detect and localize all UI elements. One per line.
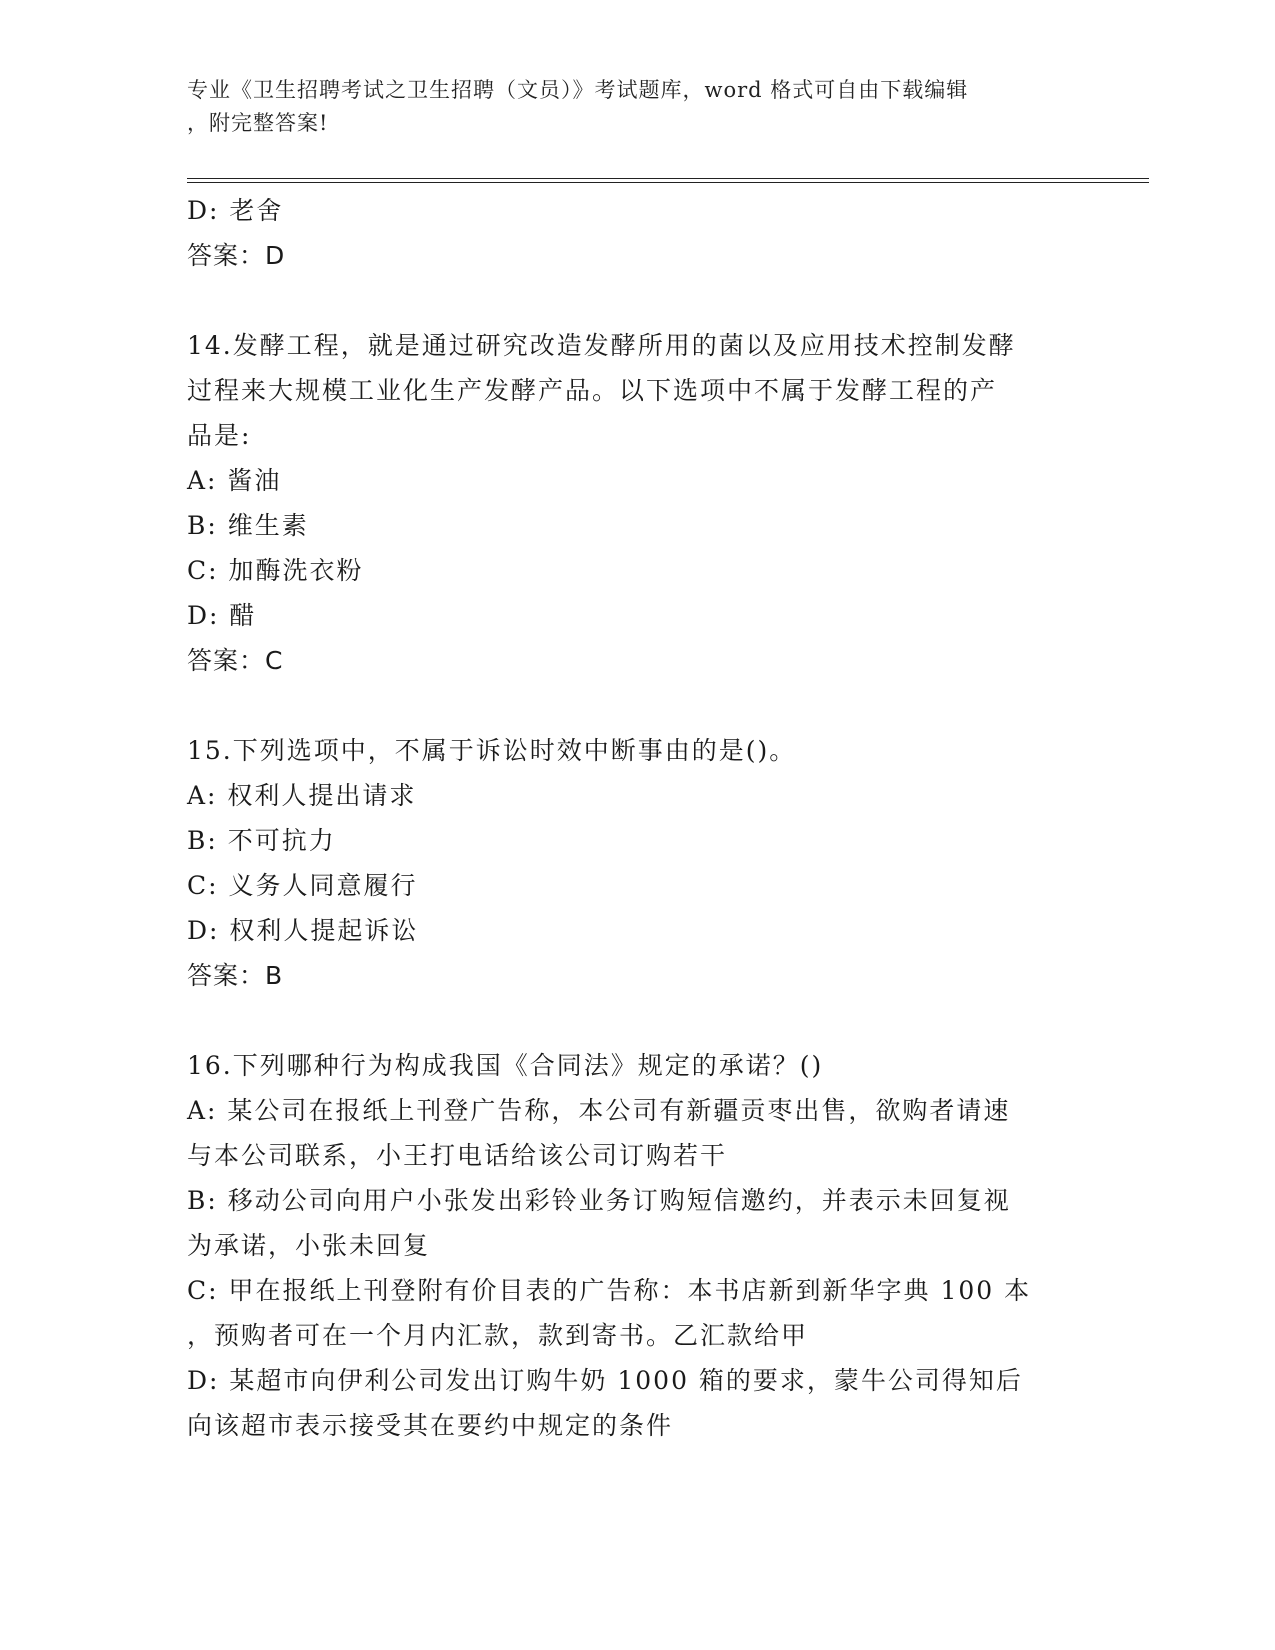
option-d: D: 醋 [187,601,257,630]
option-d-line: 向该超市表示接受其在要约中规定的条件 [187,1411,674,1440]
header-text-line-2: ，附完整答案! [187,111,329,135]
option-a-line: A: 某公司在报纸上刊登广告称，本公司有新疆贡枣出售，欲购者请速 [187,1096,1011,1125]
question-16 [187,1043,1067,1448]
question-15 [187,728,1067,998]
option-b: B: 维生素 [187,511,309,540]
question-stem-line: 过程来大规模工业化生产发酵产品。以下选项中不属于发酵工程的产 [187,376,998,405]
option-d-line: D: 某超市向伊利公司发出订购牛奶 1000 箱的要求，蒙牛公司得知后 [187,1366,1023,1395]
option-c: C: 加酶洗衣粉 [187,556,364,585]
question-stem-line: 16.下列哪种行为构成我国《合同法》规定的承诺？() [187,1051,824,1080]
question-stem-line: 14.发酵工程，就是通过研究改造发酵所用的菌以及应用技术控制发酵 [187,331,1016,360]
option-c-line: C: 甲在报纸上刊登附有价目表的广告称：本书店新到新华字典 100 本 [187,1276,1032,1305]
option-a-line: 与本公司联系，小王打电话给该公司订购若干 [187,1141,728,1170]
answer-line: 答案：D [187,241,286,270]
page-header [187,74,1067,140]
question-13-tail [187,188,1067,278]
option-b-line: 为承诺，小张未回复 [187,1231,431,1260]
spacer [187,998,1067,1043]
spacer [187,278,1067,323]
option-b: B: 不可抗力 [187,826,336,855]
question-14 [187,323,1067,683]
question-stem-line: 品是: [187,421,252,450]
option-b-line: B: 移动公司向用户小张发出彩铃业务订购短信邀约，并表示未回复视 [187,1186,1011,1215]
option-d: D: 老舍 [187,196,284,225]
header-divider-bottom [187,182,1149,183]
answer-line: 答案：B [187,961,284,990]
answer-line: 答案：C [187,646,284,675]
option-a: A: 权利人提出请求 [187,781,417,810]
question-content [187,188,1067,1448]
question-stem-line: 15.下列选项中，不属于诉讼时效中断事由的是()。 [187,736,797,765]
option-c: C: 义务人同意履行 [187,871,418,900]
spacer [187,683,1067,728]
option-d: D: 权利人提起诉讼 [187,916,419,945]
header-text-line-1: 专业《卫生招聘考试之卫生招聘（文员）》考试题库，word 格式可自由下载编辑 [187,78,969,102]
option-a: A: 酱油 [187,466,282,495]
header-divider-top [187,178,1149,179]
option-c-line: ，预购者可在一个月内汇款，款到寄书。乙汇款给甲 [187,1321,809,1350]
